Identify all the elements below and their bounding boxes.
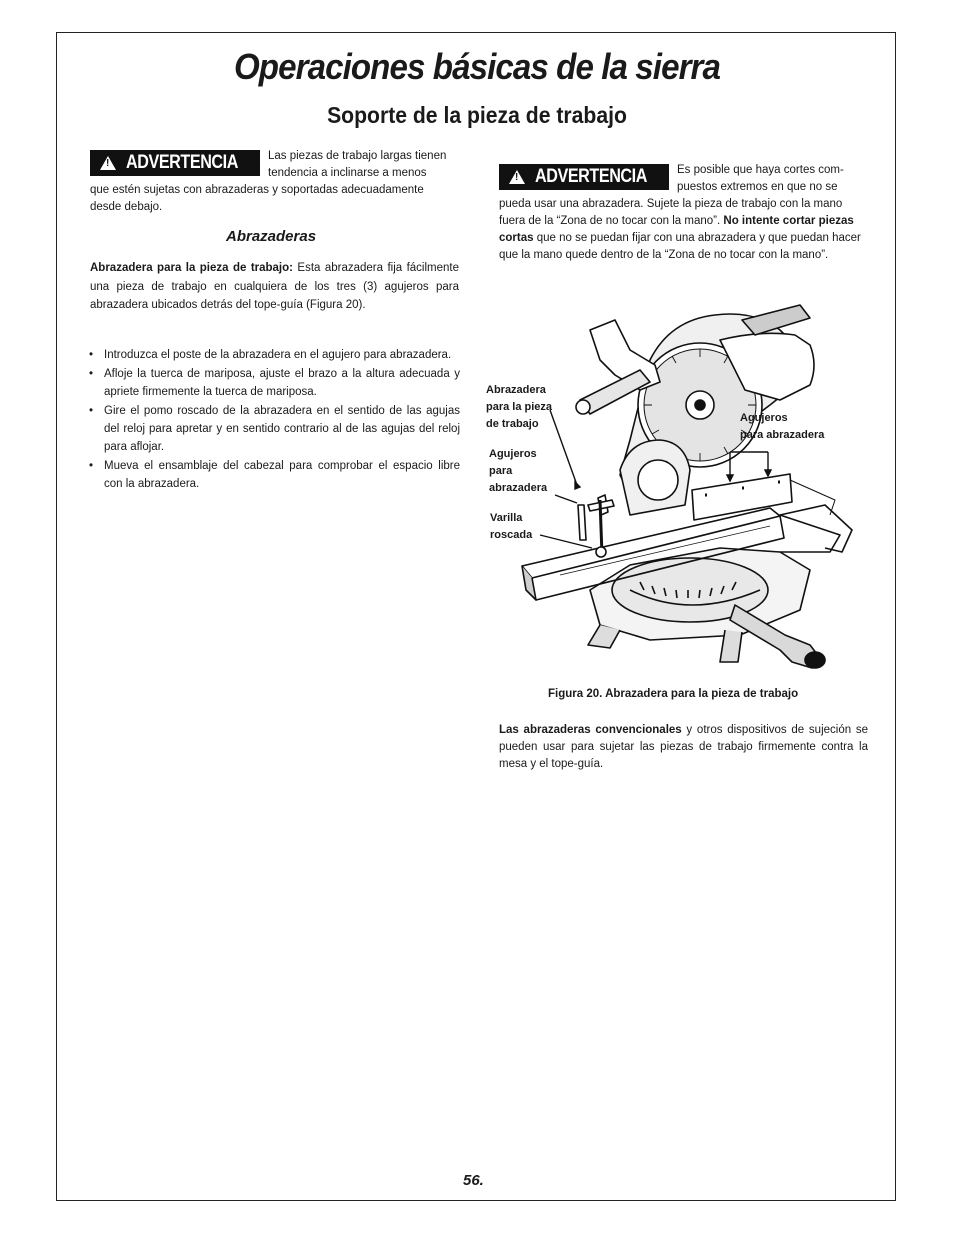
warning-triangle-icon [100,156,116,170]
conventional-text: y otros dispositivos de sujeción se pueden usar para sujetar las piezas de trabajo firmemente contra la mesa y el tope-guía. [499,724,868,770]
warning-left-line2: tendencia a inclinarse a menos [268,167,427,179]
section-title: Soporte de la pieza de trabajo [327,102,627,128]
clamp-intro-paragraph [90,259,459,315]
warning-right-line2: puestos extremos en que no se [677,181,838,193]
page-title: Operaciones básicas de la sierra [233,46,721,87]
warning-triangle-icon [509,170,525,184]
callout-clamp-line3: de trabajo [486,418,539,430]
warning-right-text-a: pueda usar una abrazadera. Sujete la pieza de trabajo con la mano fuera de la “Zona de no tocar con la mano”. [499,198,843,227]
warning-label: ADVERTENCIA [126,152,238,173]
warning-badge-left [90,150,260,176]
warning-badge-right [499,164,669,190]
callout-rod-line1: Varilla [490,512,523,524]
warning-right-line1: Es posible que haya cortes com- [677,164,844,176]
warning-right-body [499,196,871,264]
list-item: • Introduzca el poste de la abrazadera en el agujero para abrazadera. [88,346,460,364]
warning-right-bold: No intente cortar piezas cortas [499,215,854,244]
warning-left-line1: Las piezas de trabajo largas tienen [268,150,447,162]
list-item: • Gire el pomo roscado de la abrazadera en el sentido de las agujas del reloj para apretar y en sentido contrario al de las agujas del reloj para aflojar. [88,402,460,456]
callout-holes-right-line1: Agujeros [740,412,788,424]
callout-holes-left-line2: para [489,465,513,477]
callout-holes-left-line3: abrazadera [489,482,548,494]
list-item: • Afloje la tuerca de mariposa, ajuste el brazo a la altura adecuada y apriete firmemente la tuerca de mariposa. [88,365,460,401]
conventional-clamps-paragraph [499,722,868,773]
warning-label: ADVERTENCIA [535,166,647,187]
clamp-intro-text: Esta abrazadera fija fácilmente una pieza de trabajo en cualquiera de los tres (3) agujeros para abrazadera ubicados detrás del tope-guía (Figura 20). [90,262,459,311]
warning-left-line4: desde debajo. [90,201,163,213]
clamp-intro-bold: Abrazadera para la pieza de trabajo: [90,262,293,274]
callout-clamp-line2: para la pieza [486,401,553,413]
page-number: 56. [463,1172,484,1189]
callout-holes-right-line2: para abrazadera [740,429,825,441]
callout-holes-left-line1: Agujeros [489,448,537,460]
callout-clamp-line1: Abrazadera [486,384,546,396]
warning-right-text-b: que no se puedan fijar con una abrazadera y que puedan hacer que la mano quede dentro de la “Zona de no tocar con la mano”. [499,232,861,261]
warning-left-line3: que estén sujetas con abrazaderas y soportadas adecuadamente [90,184,424,196]
list-item: • Mueva el ensamblaje del cabezal para comprobar el espacio libre con la abrazadera. [88,457,460,493]
figure-caption: Figura 20. Abrazadera para la pieza de trabajo [548,688,799,700]
callout-rod-line2: roscada [490,529,533,541]
instruction-list [88,346,460,494]
conventional-bold: Las abrazaderas convencionales [499,724,682,736]
subsection-heading: Abrazaderas [226,228,317,245]
